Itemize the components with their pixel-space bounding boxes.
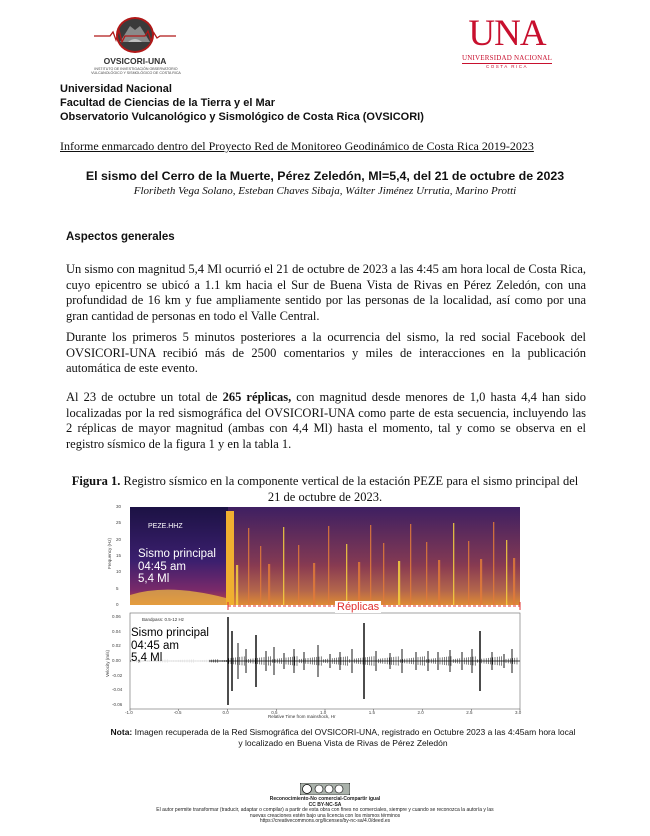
spectrogram-y-tick-label: 10 — [116, 569, 122, 575]
license-text: El autor permite transformar (traducir, adaptar o compilar) a partir de esta obra con fines no comerciales, siempre y cuando se reconozca la autoría y las nuevas creaciones estén bajo una licencia con los mismos términos — [156, 807, 494, 819]
mainshock-burst — [228, 507, 520, 605]
section-heading: Aspectos generales — [66, 231, 175, 243]
aftershock-streak — [370, 525, 371, 605]
aftershock-streak — [493, 522, 494, 605]
figure-caption-text: Registro sísmico en la componente vertical de la estación PEZE para el sismo principal del 21 de octubre de 2023. — [120, 474, 579, 504]
aftershock-streak — [248, 528, 249, 605]
document-title: El sismo del Cerro de la Muerte, Pérez Zeledón, Ml=5,4, del 21 de octubre de 2023 — [85, 169, 565, 183]
waveform-mainshock-annotation: Sismo principal 04:45 am 5,4 Ml — [131, 627, 209, 664]
institution-faculty: Facultad de Ciencias de la Tierra y el Mar — [60, 97, 275, 109]
aftershock-streak — [513, 558, 515, 605]
replicas-label: Réplicas — [337, 601, 380, 613]
spectrogram-y-tick-label: 15 — [116, 553, 122, 558]
aftershock-streak — [283, 527, 284, 605]
license-url[interactable]: https://creativecommons.org/licenses/by-nc-sa/4.0/deed.es — [259, 818, 391, 825]
x-tick-label: 2.5 — [466, 710, 473, 715]
spectrogram-y-tick-label: 0 — [116, 602, 119, 607]
filter-label: Bandpass: 0.5-12 Hz — [142, 617, 185, 622]
station-label: PEZE.HHZ — [148, 523, 183, 530]
x-tick-label: 3.0 — [515, 710, 522, 715]
x-tick-label: 1.5 — [368, 710, 376, 715]
aftershock-streak — [398, 561, 400, 605]
waveform-y-tick-label: 0.06 — [112, 614, 121, 619]
x-axis-label: Relative Time from mainshock, Hr — [268, 714, 336, 719]
aftershock-streak — [268, 564, 270, 605]
x-tick-label: -0.5 — [173, 710, 182, 715]
una-logo-line1: UNIVERSIDAD NACIONAL — [462, 54, 553, 62]
aftershock-streak — [236, 565, 238, 605]
spectrogram-y-tick-label: 25 — [116, 520, 122, 526]
figure-caption — [70, 474, 580, 505]
ovsicori-logo-subtitle: INSTITUTO DE INVESTIGACIÓN OBSERVATORIO VULCANOLÓGICO Y SISMOLÓGICO DE COSTA RICA — [91, 67, 181, 75]
x-tick-label: -1.0 — [125, 710, 133, 715]
una-logo — [458, 14, 556, 70]
x-tick-label: 1.0 — [320, 710, 327, 715]
spectrogram-y-tick-label: 5 — [116, 585, 119, 591]
mainshock-band — [226, 511, 234, 605]
institution-observatory: Observatorio Vulcanológico y Sismológico de Costa Rica (OVSICORI) — [60, 111, 424, 123]
aftershock-streak — [438, 560, 440, 605]
spectrogram-y-tick-label: 20 — [116, 536, 122, 542]
aftershocks-count: 265 réplicas, — [222, 390, 292, 404]
license-block — [150, 797, 500, 825]
cc-by-nc-sa-badge-icon — [300, 782, 350, 794]
aftershock-streak — [260, 546, 261, 605]
figure-note-label: Nota: — [110, 727, 133, 737]
aftershock-streak — [313, 563, 315, 605]
x-tick-label: 2.0 — [417, 710, 424, 715]
volcano-seismogram-logo-icon — [80, 14, 190, 56]
aftershock-streak — [410, 524, 411, 605]
report-project-note: Informe enmarcado dentro del Proyecto Red de Monitoreo Geodinámico de Costa Rica 2019-2023 — [60, 139, 534, 153]
aftershock-streak — [506, 540, 507, 605]
aftershock-streak — [298, 545, 299, 605]
aftershock-streak — [358, 562, 360, 605]
waveform-y-tick-label: -0.06 — [112, 702, 123, 707]
aftershocks-text-before: Al 23 de octubre un total de — [66, 390, 223, 404]
figure-note — [108, 727, 578, 749]
spectrogram-y-axis-label: Frequency (Hz) — [107, 537, 113, 570]
ovsicori-logo-name: OVSICORI-UNA — [103, 56, 167, 66]
aftershock-streak — [453, 523, 454, 605]
aftershock-streak — [346, 544, 347, 605]
license-title: Reconocimiento-No comercial-Compartir igual — [269, 796, 381, 802]
spectrogram-y-tick-label: 30 — [116, 504, 122, 509]
spectrogram-mainshock-annotation: Sismo principal 04:45 am 5,4 Ml — [138, 548, 216, 585]
aftershock-streak — [468, 541, 469, 605]
figure-caption-label: Figura 1. — [71, 474, 121, 488]
paragraph-aftershocks — [66, 390, 586, 452]
paragraph-facebook-reaction: Durante los primeros 5 minutos posteriores a la ocurrencia del sismo, la red social Facebook del OVSICORI-UNA recibió más de 2500 comentarios y miles de interacciones en la publicación automática de este evento. — [66, 330, 586, 376]
institution-university: Universidad Nacional — [60, 83, 172, 95]
waveform-y-tick-label: 0.02 — [112, 643, 121, 649]
aftershocks-text-after: con magnitud desde menores de 1,0 hasta 4,4 han sido localizadas por la red sismográfica del OVSICORI-UNA como parte de esta secuencia, incluyendo las 2 réplicas de mayor magnitud (ambas con 4,4 Ml) hasta el momento, tal y como se observa en el registro sísmico de la figura 1 y en la tabla 1. — [66, 390, 586, 451]
x-tick-label: 0.5 — [271, 710, 278, 715]
waveform-y-tick-label: -0.04 — [112, 687, 123, 693]
aftershock-streak — [480, 559, 482, 605]
license-code: CC BY-NC-SA — [308, 801, 342, 808]
waveform-y-tick-label: 0.04 — [112, 628, 121, 634]
authors: Floribeth Vega Solano, Esteban Chaves Sibaja, Wálter Jiménez Urrutia, Marino Protti — [133, 185, 517, 197]
aftershock-streak — [383, 543, 384, 605]
seismic-figure-graphic — [108, 503, 528, 721]
waveform-y-tick-label: -0.02 — [112, 672, 123, 678]
x-tick-label: 0.0 — [222, 710, 229, 715]
aftershock-streak — [328, 526, 329, 605]
ovsicori-logo — [80, 14, 190, 76]
waveform-y-tick-label: 0.00 — [112, 658, 121, 663]
aftershock-streak — [426, 542, 427, 605]
figure-note-text: Imagen recuperada de la Red Sismográfica del OVSICORI-UNA, registrado en Octubre 2023 a las 4:45am hora local y localizado en Buena Vista de Rivas de Pérez Zeledón — [132, 727, 576, 748]
seismic-figure — [105, 503, 528, 721]
paragraph-earthquake-summary: Un sismo con magnitud 5,4 Ml ocurrió el 21 de octubre de 2023 a las 4:45 am hora local de Costa Rica, cuyo epicentro se ubicó a 1.1 km hacia el Sur de Buena Vista de Rivas en Pérez Zeledón, con una profundidad de 16 km y fue ampliamente sentido por las personas de la localidad, así como por una gran cantidad de personas en todo el Valle Central. — [66, 262, 586, 323]
waveform-y-axis-label: Velocity (m/s) — [105, 649, 111, 678]
una-logo-line2: COSTA RICA — [486, 64, 528, 69]
una-wordmark: UNA — [468, 13, 546, 54]
